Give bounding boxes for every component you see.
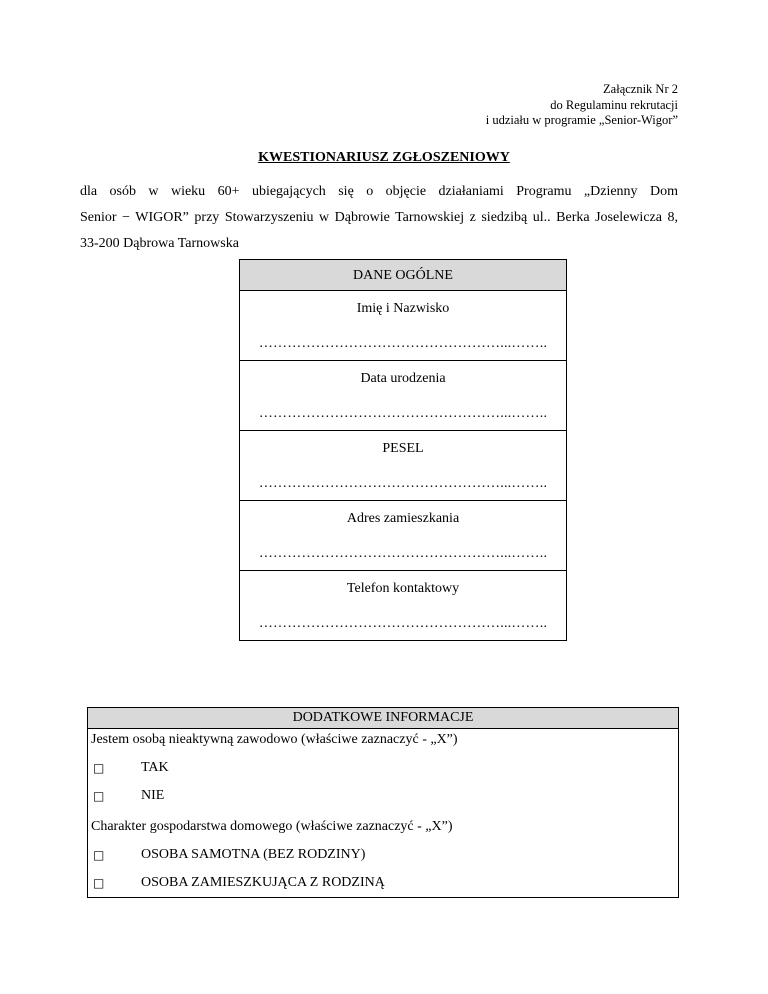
pesel-label: PESEL [382,441,424,456]
checkbox-icon[interactable]: □ [93,876,105,890]
option-nie[interactable] [88,782,678,810]
option-family[interactable] [88,869,678,897]
pesel-dots: ……………………………………………...…….. [258,476,548,491]
additional-info-table [87,707,679,898]
birthdate-field[interactable] [240,361,567,431]
intro-paragraph [80,179,678,257]
intro-line-1: dla osób w wieku 60+ ubiegających się o objęcie działaniami Programu „Dzienny Dom [80,184,678,199]
annex-line-2: do Regulaminu rekrutacji [550,97,678,112]
additional-body [88,729,679,898]
birthdate-dots: ……………………………………………...…….. [258,406,548,421]
address-label: Adres zamieszkania [346,511,460,526]
option-single-label: OSOBA SAMOTNA (BEZ RODZINY) [141,847,366,862]
phone-field[interactable] [240,571,567,641]
checkbox-icon[interactable]: □ [93,848,105,862]
document-title: KWESTIONARIUSZ ZGŁOSZENIOWY [258,150,510,165]
name-dots: ……………………………………………...…….. [258,336,548,351]
phone-label: Telefon kontaktowy [346,581,460,596]
intro-line-2: Senior − WIGOR” przy Stowarzyszeniu w Dąbrowie Tarnowskiej z siedzibą ul.. Berka Joselewicza 8, [80,210,678,225]
option-family-label: OSOBA ZAMIESZKUJĄCA Z RODZINĄ [141,875,385,890]
birthdate-label: Data urodzenia [360,371,446,386]
annex-line-3: i udziału w programie „Senior-Wigor” [485,113,678,127]
option-single[interactable] [88,841,678,869]
phone-dots: ……………………………………………...…….. [258,616,548,631]
annex-line-1: Załącznik Nr 2 [603,82,678,96]
intro-line-3: 33-200 Dąbrowa Tarnowska [80,236,239,251]
checkbox-icon[interactable]: □ [93,761,105,775]
option-tak-label: TAK [141,760,169,775]
general-header: DANE OGÓLNE [240,260,567,291]
address-field[interactable] [240,501,567,571]
option-nie-label: NIE [141,788,165,803]
checkbox-icon[interactable]: □ [93,789,105,803]
name-label: Imię i Nazwisko [356,301,450,316]
pesel-field[interactable] [240,431,567,501]
additional-header: DODATKOWE INFORMACJE [88,708,679,729]
name-field[interactable] [240,291,567,361]
address-dots: ……………………………………………...…….. [258,546,548,561]
annex-note [486,82,678,129]
option-tak[interactable] [88,754,678,782]
question-household: Charakter gospodarstwa domowego (właściwe zaznaczyć - „X”) [91,819,453,834]
question-inactive: Jestem osobą nieaktywną zawodowo (właściwe zaznaczyć - „X”) [91,732,458,747]
general-data-table [239,259,567,641]
